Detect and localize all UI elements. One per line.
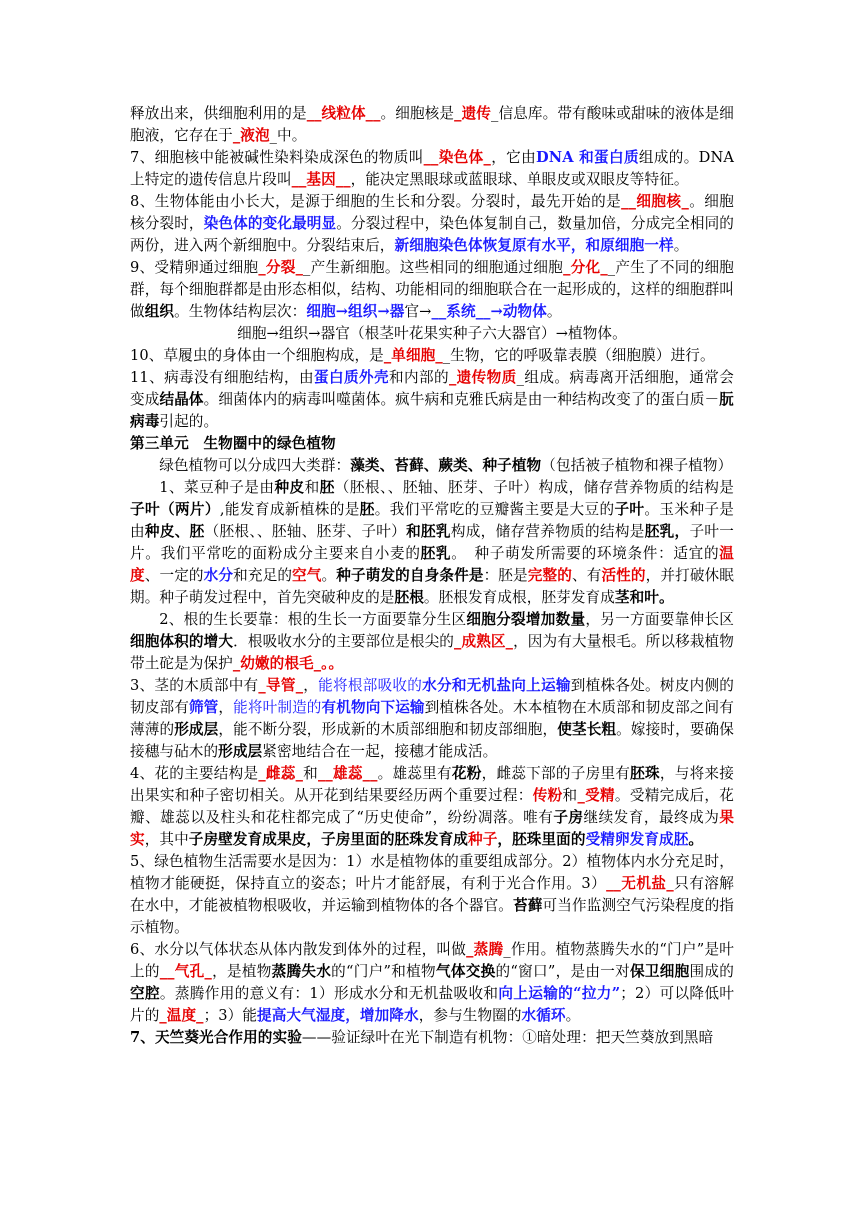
text-run: 释放出来，供细胞利用的是 [130, 105, 307, 122]
text-run: 。细胞核分裂时， [130, 193, 734, 232]
text-run: _遗传物质 [448, 369, 517, 386]
paragraph-4-flower [130, 763, 734, 851]
text-run: 。胚根发育成根，胚芽发育成 [423, 589, 615, 606]
text-run: 到植株各处。木本植物在木质部和韧皮部之间有薄薄的 [130, 699, 734, 738]
text-run: 和 [304, 479, 320, 496]
text-run: __雄蕊__ [318, 765, 378, 782]
text-run: 1、菜豆种子是由 [159, 479, 275, 496]
paragraph-8-cell-division [130, 191, 734, 257]
text-run: 。 [321, 567, 337, 584]
text-run: ,能发育成新植株的是 [219, 501, 360, 518]
text-run: 细胞→组织→器 [306, 303, 405, 320]
text-run: 。细菌体内的病毒叫噬菌体。疯牛病和克雅氏病是由一种结构改变了的蛋白质－ [203, 391, 720, 408]
text-run: 5、绿色植物生活需要水是因为：1）水是植物体的重要组成部分。2）植物体内水分充足时，植物才能硬挺，保持直立的姿态；叶片才能舒展，有利于光合作用。3） [130, 853, 734, 892]
text-run: 到植株各处。树皮内侧的韧皮部有 [130, 677, 735, 716]
text-run: ．根吸收水分的主要部位是根尖的 [233, 633, 455, 650]
text-run: 水分 [203, 567, 234, 584]
text-run: 。 [688, 831, 704, 848]
text-run: 。嫁接时，要确保接穗与砧木的 [130, 721, 734, 760]
text-run: 完整的 [527, 567, 572, 584]
paragraph-6-transpiration [130, 939, 734, 1027]
text-run: 。 [673, 237, 689, 254]
text-run: _信息库。带有酸味或甜味的液体是细胞液，它存在于 [130, 105, 734, 144]
text-run: ，其中 [144, 831, 189, 848]
text-run: 。 [565, 1007, 581, 1024]
text-run: _导管_ [258, 677, 304, 694]
text-run: 苔藓 [513, 897, 543, 914]
paragraph-2-roots [130, 609, 734, 675]
text-run: 能将根部吸收的 [318, 677, 423, 694]
text-run: 。蒸腾作用的意义有：1）形成水分和无机盐吸收和 [159, 985, 499, 1002]
text-run: 围成的 [689, 963, 735, 980]
text-run: 引起的。 [159, 413, 219, 430]
text-run: 的“窗口”，是由一对 [495, 963, 631, 980]
text-run: 蒸腾失水 [271, 963, 332, 980]
text-run: 筛管 [188, 699, 219, 716]
document-page [130, 103, 734, 1049]
paragraph-7-photosynthesis-experiment [130, 1027, 734, 1049]
text-run: 。 种子萌发所需要的环境条件：适宜的 [451, 545, 720, 562]
text-run: 提高大气湿度，增加降水 [257, 1007, 419, 1024]
text-run: 形成层 [174, 721, 219, 738]
text-run: ， [218, 699, 234, 716]
text-run: 官→ [404, 303, 432, 320]
text-run: _组成。病毒离开活细胞，通常会变成 [130, 369, 734, 408]
text-run: _中。 [269, 127, 307, 144]
text-run: 种皮 [274, 479, 305, 496]
text-run: DNA 和蛋白质 [536, 149, 639, 166]
text-run: 9、受精卵通过细胞 [130, 259, 259, 276]
text-run: 。 [546, 303, 562, 320]
paragraph-plant-groups [130, 455, 734, 477]
text-run: _产生了不同的细胞群，每个细胞群都是由形态相似，结构、功能相同的细胞联合在一起形成的，这样的细胞群叫做 [130, 259, 735, 320]
paragraph-7-chromosome [130, 147, 734, 191]
text-run: 和 [303, 765, 319, 782]
text-run: ，能决定黑眼球或蓝眼球、单眼皮或双眼皮等特征。 [350, 171, 689, 188]
text-run: _液泡 [232, 127, 270, 144]
text-run: 。分裂过程中，染色体复制自己，数量加倍，分成完全相同的两份，进入两个新细胞中。分裂结束后， [130, 215, 734, 254]
text-run: 子叶（两片） [130, 501, 220, 518]
paragraph-5-water [130, 851, 734, 939]
text-run: 和内部的 [389, 369, 449, 386]
text-run: 受精卵发育成胚 [585, 831, 689, 848]
text-run: 朊病毒 [130, 391, 734, 430]
text-run: 和胚乳 [406, 523, 451, 540]
text-run: _单细胞_ [383, 347, 443, 364]
text-run: ， [303, 677, 319, 694]
text-run: 茎和叶。 [614, 589, 674, 606]
text-run: 空气 [292, 567, 322, 584]
text-run: 。生物体结构层次： [174, 303, 307, 320]
text-run: _幼嫩的根毛_。。 [232, 655, 344, 672]
text-run: 胚根 [394, 589, 424, 606]
text-run: 种子萌发的自身条件是 [336, 567, 484, 584]
text-run: __细胞核_ [621, 193, 689, 210]
text-run: 染色体的变化最明显 [203, 215, 337, 232]
text-run: ，与将来接出果实和种子密切相关。从开花到结果要经历两个重要过程： [130, 765, 734, 804]
text-run: 胚珠 [630, 765, 660, 782]
text-run: 形成层 [218, 743, 263, 760]
text-run: _蒸腾 [466, 941, 504, 958]
text-run: 10、草履虫的身体由一个细胞构成，是 [130, 347, 384, 364]
text-run: 子房 [553, 809, 584, 826]
text-run: _雌蕊_ [258, 765, 304, 782]
text-run: 组织 [144, 303, 175, 320]
text-run: 新细胞染色体恢复原有水平，和原细胞一样 [394, 237, 674, 254]
text-run: （包括被子植物和裸子植物） [541, 457, 733, 474]
text-run: 子叶一片。我们平常吃的面粉成分主要来自小麦的 [130, 523, 734, 562]
text-run: 向上运输的“拉力” [498, 985, 621, 1002]
text-run: （胚根、、胚轴、胚芽、子叶）构成，储存营养物质的结构是 [334, 479, 735, 496]
text-run: 第三单元 生物圈中的绿色植物 [130, 435, 336, 452]
text-run: 胚乳， [644, 523, 690, 540]
text-run: __基因__ [291, 171, 351, 188]
text-run: ：胚是 [483, 567, 528, 584]
text-run: 子房壁发育成果皮， [188, 831, 322, 848]
text-run: 细胞→组织→器官（根茎叶花果实种子六大器官）→植物体。 [237, 325, 627, 342]
text-run: 气体交换 [435, 963, 496, 980]
text-run: 2、根的生长要靠：根的生长一方面要靠分生区 [159, 611, 467, 628]
section-heading-unit-3 [130, 433, 734, 455]
text-run: ，并打破休眠期。种子萌发过程中，首先突破种皮的是 [130, 567, 734, 606]
paragraph-cell-functions [130, 103, 734, 147]
text-run: 。雄蕊里有 [377, 765, 452, 782]
text-run: 传粉 [532, 787, 563, 804]
text-run: __气孔_ [159, 963, 212, 980]
text-run: __染色体_ [423, 149, 491, 166]
paragraph-3-stem [130, 675, 734, 763]
text-run: 有机物向下运输 [321, 699, 425, 716]
text-run: 3、茎的木质部中有 [130, 677, 259, 694]
text-run: 组成的。DNA 上特定的遗传信息片段叫 [130, 149, 734, 188]
text-run: ，它由 [490, 149, 537, 166]
text-run: 、一定的 [144, 567, 204, 584]
text-run: _生物，它的呼吸靠表膜（细胞膜）进行。 [442, 347, 715, 364]
text-run: 温度 [130, 545, 734, 584]
text-run: 7、天竺葵光合作用的实验 [130, 1029, 302, 1046]
text-run: __线粒体__ [306, 105, 381, 122]
text-run: 6、水分以气体状态从体内散发到体外的过程，叫做 [130, 941, 467, 958]
paragraph-10-paramecium [130, 345, 734, 367]
text-run: 胚 [359, 501, 375, 518]
text-run: _成熟区_ [454, 633, 514, 650]
text-run: （胚根、、胚轴、胚芽、子叶） [204, 523, 407, 540]
text-run: 7、细胞核中能被碱性染料染成深色的物质叫 [130, 149, 424, 166]
text-run: 蛋白质外壳 [314, 369, 389, 386]
text-run: 构成，储存营养物质的结构是 [450, 523, 645, 540]
paragraph-1-seeds [130, 477, 734, 609]
text-run: ，能不断分裂，形成新的木质部细胞和韧皮部细胞， [218, 721, 558, 738]
text-run: _分裂_ [258, 259, 304, 276]
text-run: __系统__→动物体 [431, 303, 547, 320]
text-run: 继续发育，最终成为 [583, 809, 720, 826]
text-run: 胚 [319, 479, 335, 496]
text-run: 胚乳 [420, 545, 452, 562]
text-run: 果实 [130, 809, 735, 848]
text-run: 和 [562, 787, 578, 804]
text-run: 保卫细胞 [630, 963, 690, 980]
text-run: 活性的 [601, 567, 646, 584]
text-run: 可当作监测空气污染程度的指示植物。 [130, 897, 734, 936]
text-run: 8、生物体能由小长大，是源于细胞的生长和分裂。分裂时，最先开始的是 [130, 193, 622, 210]
text-run: _产生新细胞。这些相同的细胞通过细胞 [303, 259, 564, 276]
text-run: ，雌蕊下部的子房里有 [481, 765, 631, 782]
text-run: 和充足的 [233, 567, 293, 584]
text-run: 只有溶解在水中，才能被植物根吸收，并运输到植物体的各个器官。 [130, 875, 734, 914]
text-run: 藻类、苔藓、蕨类、种子植物 [350, 457, 542, 474]
text-run: _遗传 [454, 105, 492, 122]
text-run: 水分和无机盐向上运输 [422, 677, 571, 694]
text-run: 空腔 [130, 985, 160, 1002]
text-run: 种子 [468, 831, 498, 848]
text-run: 11、病毒没有细胞结构，由 [130, 369, 315, 386]
text-run: _分化_ [563, 259, 608, 276]
text-run: ；2）可以降低叶片的 [130, 985, 735, 1024]
text-run: 使茎长粗 [557, 721, 617, 738]
text-run: 细胞体积的增大 [130, 633, 234, 650]
text-run: 紧密地结合在一起，接穗才能成活。 [262, 743, 498, 760]
text-run: ；3）能 [203, 1007, 258, 1024]
text-run: ——验证绿叶在光下制造有机物：①暗处理：把天竺葵放到黑暗 [301, 1029, 714, 1046]
text-run: ，参与生物圈的 [418, 1007, 522, 1024]
text-run: 种皮、胚 [144, 523, 205, 540]
text-run: 。受精完成后，花瓣、雄蕊以及柱头和花柱都完成了“历史使命”，纷纷凋落。唯有 [130, 787, 734, 826]
text-run: 。细胞核是 [380, 105, 455, 122]
paragraph-11-virus [130, 367, 734, 433]
text-run: 花粉 [451, 765, 482, 782]
text-run: ，另一方面要靠伸长区 [585, 611, 734, 628]
text-run: 结晶体 [159, 391, 204, 408]
text-run: _温度_ [159, 1007, 204, 1024]
text-run: ，胚珠里面的 [497, 831, 586, 848]
text-run: 子叶 [614, 501, 645, 518]
paragraph-9-tissue [130, 257, 734, 323]
text-run: 绿色植物可以分成四大类群： [159, 457, 351, 474]
text-run: 。我们平常吃的豆瓣酱主要是大豆的 [374, 501, 615, 518]
text-run: _受精 [577, 787, 615, 804]
text-run: 4、花的主要结构是 [130, 765, 259, 782]
text-run: 子房里面的胚珠发育成 [321, 831, 468, 848]
text-run: 。玉米种子是由 [130, 501, 735, 540]
text-run: 细胞分裂增加数量 [466, 611, 586, 628]
text-run: 能将叶制造的 [233, 699, 322, 716]
text-run: 、有 [571, 567, 602, 584]
paragraph-plant-structure-levels [130, 323, 734, 345]
text-run: 水循环 [521, 1007, 566, 1024]
text-run: ，是植物 [211, 963, 272, 980]
text-run: 的“门户”和植物 [331, 963, 436, 980]
text-run: __无机盐_ [606, 875, 674, 892]
text-run: ，因为有大量根毛。所以移栽植物带土砣是为保护 [130, 633, 734, 672]
text-run: _作用。植物蒸腾失水的“门户”是叶上的 [130, 941, 734, 980]
